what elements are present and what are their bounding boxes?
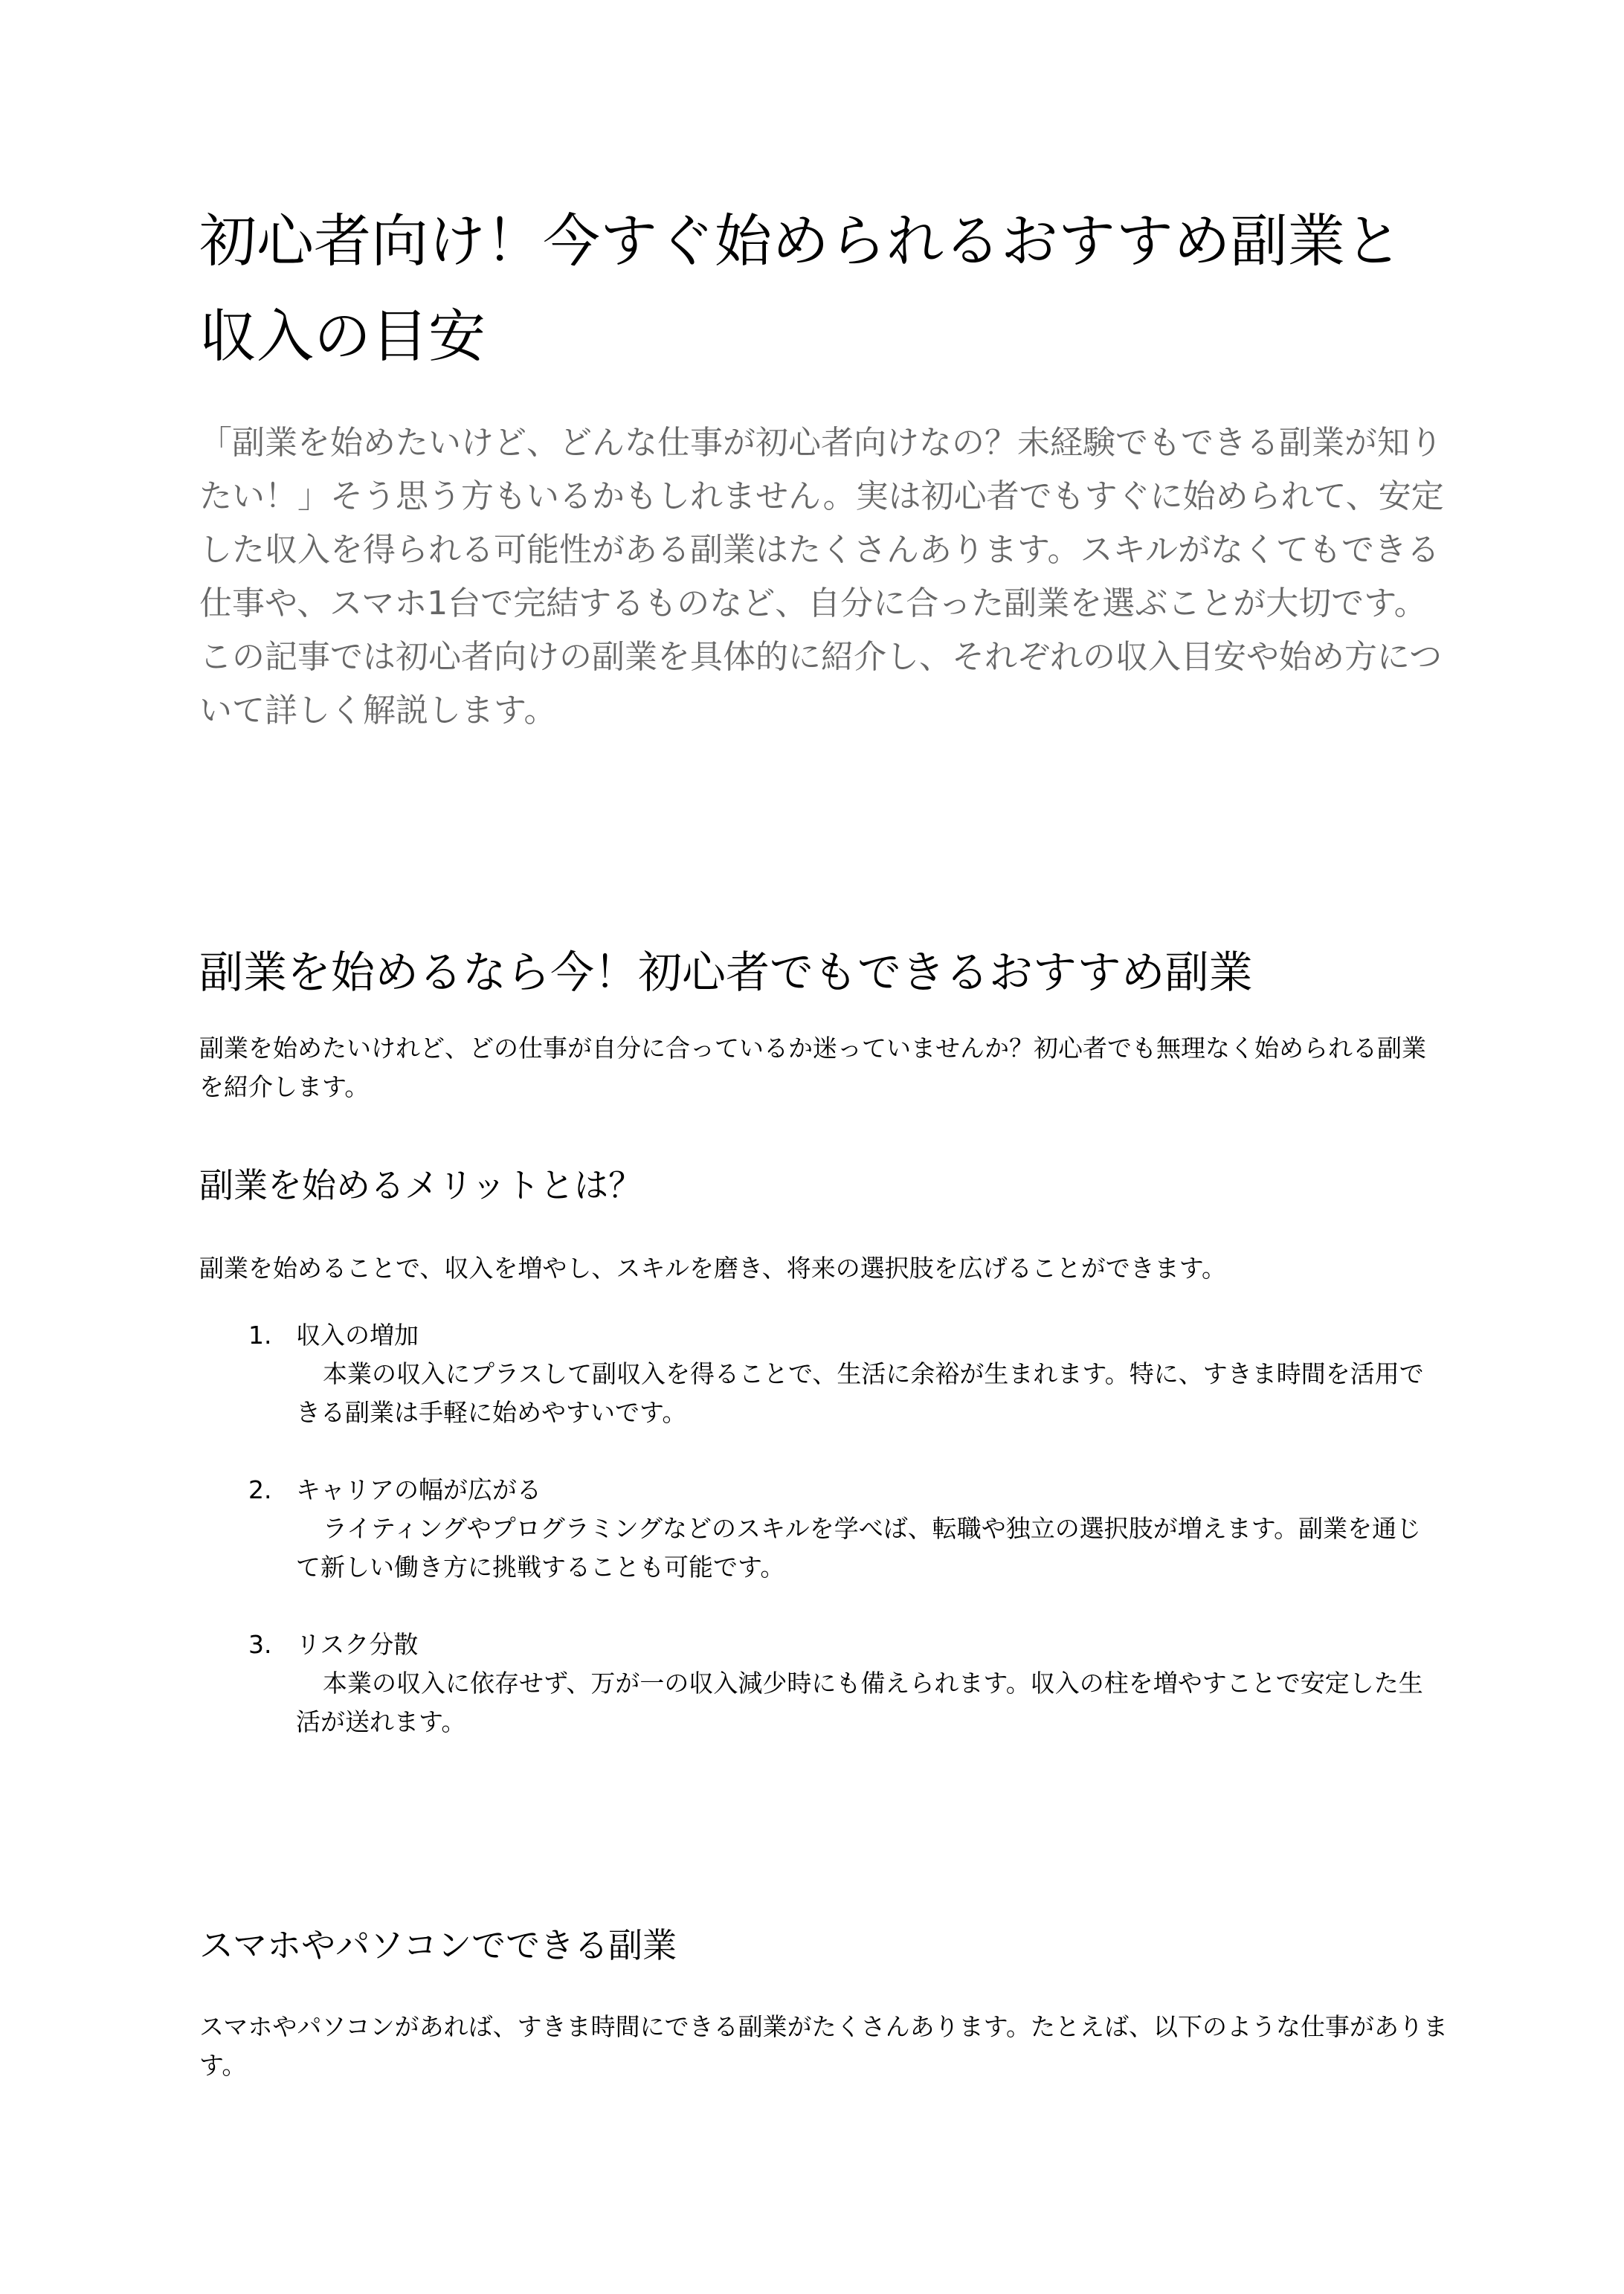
- section-intro-start-now: 副業を始めたいけれど、どの仕事が自分に合っているか迷っていませんか？初心者でも無理なく始められる副業を紹介します。: [199, 1034, 1426, 1101]
- subsection-heading-smartphone: スマホやパソコンでできる副業: [199, 1925, 677, 1965]
- list-item-title: 収入の増加: [296, 1321, 419, 1350]
- list-item-body: 本業の収入にプラスして副収入を得ることで、生活に余裕が生まれます。特に、すきま時間を活用できる副業は手軽に始めやすいです。: [296, 1359, 1424, 1427]
- document-title: 初心者向け！今すぐ始められるおすすめ副業と収入の目安: [199, 209, 1402, 370]
- list-item-title: リスク分散: [296, 1630, 419, 1659]
- subsection-intro-smartphone: スマホやパソコンがあれば、すきま時間にできる副業がたくさんあります。たとえば、以下のような仕事があります。: [199, 2012, 1449, 2080]
- document-subtitle: 「副業を始めたいけど、どんな仕事が初心者向けなの？未経験でもできる副業が知りたい！」そう思う方もいるかもしれません。実は初心者でもすぐに始められて、安定した収入を得られる可能性がある副業はたくさんあります。スキルがなくてもできる仕事や、スマホ1台で完結するものなど、自分に合った副業を選ぶことが大切です。この記事では初心者向けの副業を具体的に紹介し、それぞれの収入目安や始め方について詳しく解説します。: [199, 424, 1444, 729]
- list-item-body: 本業の収入に依存せず、万が一の収入減少時にも備えられます。収入の柱を増やすことで安定した生活が送れます。: [296, 1669, 1423, 1736]
- list-item-body: ライティングやプログラミングなどのスキルを学べば、転職や独立の選択肢が増えます。副業を通じて新しい働き方に挑戦することも可能です。: [296, 1514, 1422, 1582]
- section-heading-start-now: 副業を始めるなら今！初心者でもできるおすすめ副業: [199, 947, 1253, 998]
- subsection-intro-merits: 副業を始めることで、収入を増やし、スキルを磨き、将来の選択肢を広げることができます。: [199, 1254, 1227, 1283]
- list-item-number: 3.: [248, 1630, 272, 1659]
- list-item-number: 2.: [248, 1475, 272, 1504]
- list-item-number: 1.: [248, 1321, 272, 1350]
- list-item-title: キャリアの幅が広がる: [296, 1475, 541, 1504]
- subsection-heading-merits: 副業を始めるメリットとは？: [199, 1165, 643, 1205]
